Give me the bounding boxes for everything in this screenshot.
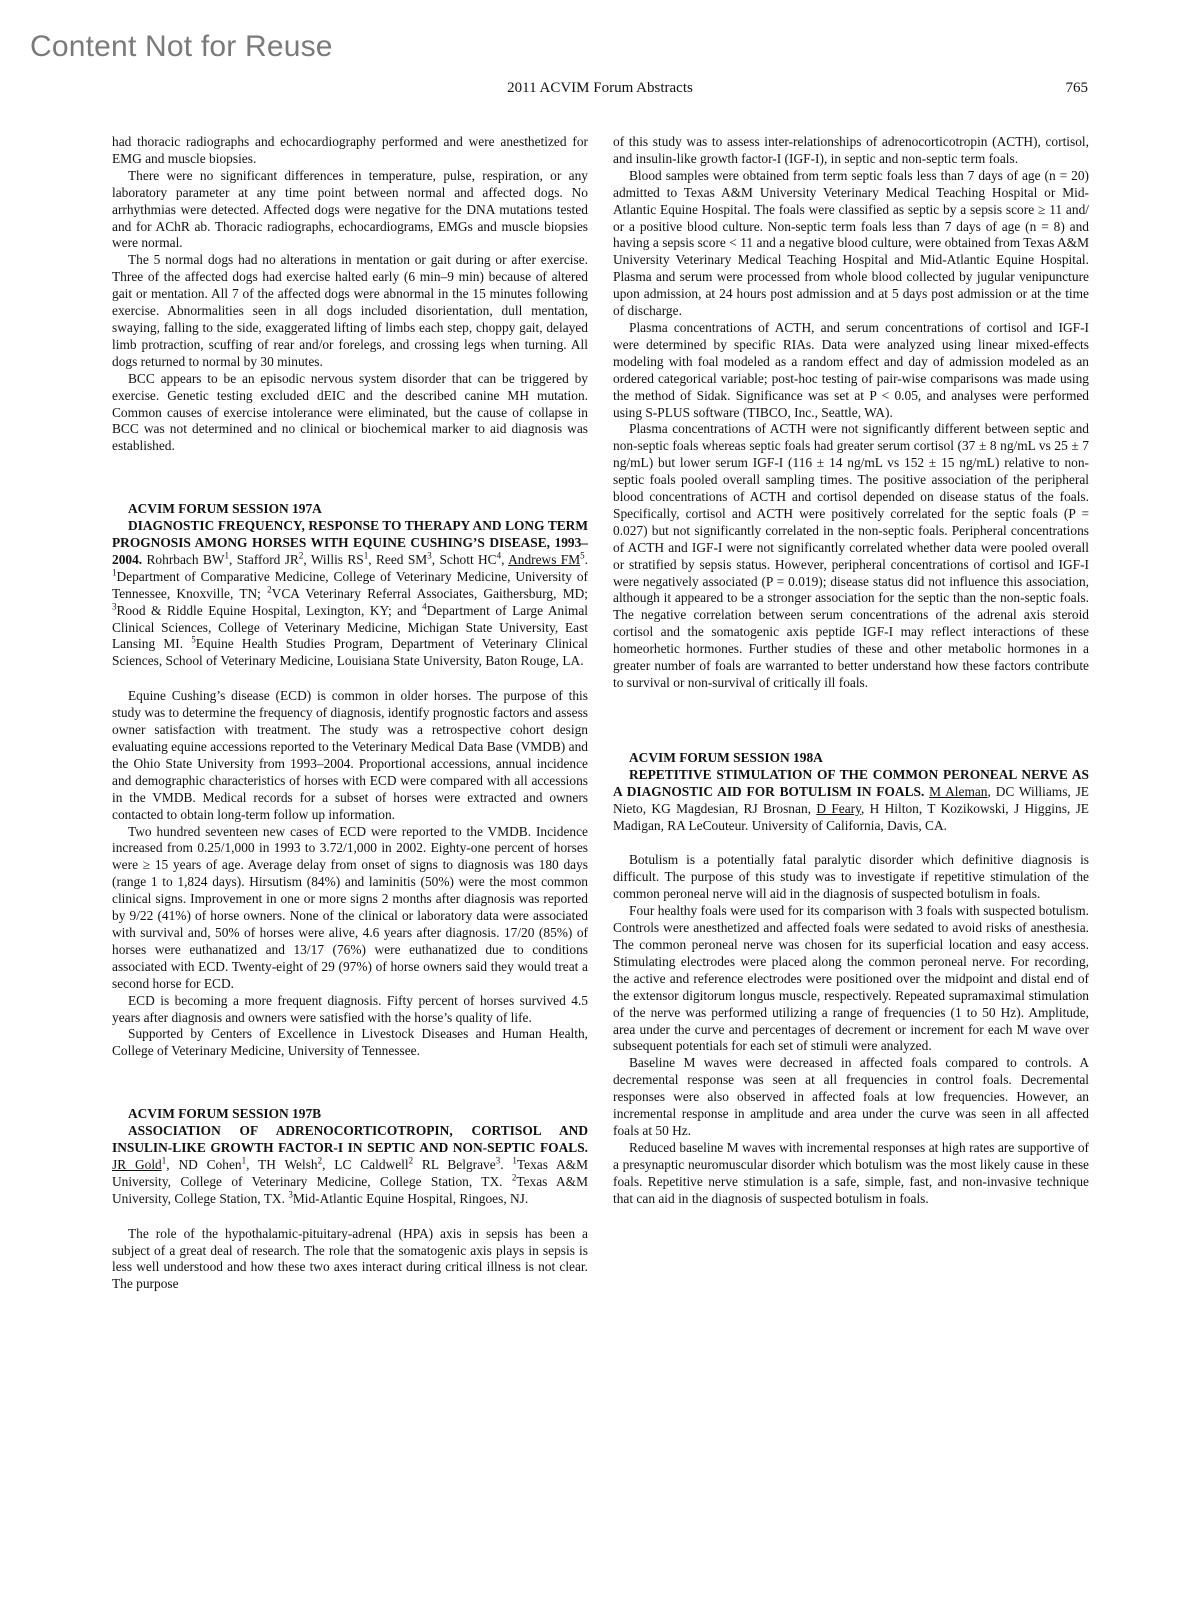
- session-label-197b: ACVIM FORUM SESSION 197B: [128, 1106, 322, 1122]
- paragraph: had thoracic radiographs and echocardiography performed and were anesthetized for EMG and muscle biopsies.: [112, 134, 588, 166]
- page-number: 765: [1065, 80, 1088, 96]
- author: TH Welsh: [258, 1156, 318, 1172]
- author: Rohrbach BW: [146, 551, 225, 567]
- right-column: [613, 134, 1089, 1207]
- author: D Feary: [816, 800, 861, 816]
- paragraph: ECD is becoming a more frequent diagnosis. Fifty percent of horses survived 4.5 years after diagnosis and owners were satisfied with the horse’s quality of life.: [112, 992, 588, 1025]
- paragraph: BCC appears to be an episodic nervous system disorder that can be triggered by exercise. Genetic testing excluded dEIC and the described canine MH mutation. Common causes of exercise intolerance were eliminated, but the cause of collapse in BCC was not determined and no clinical or biochemical marker to aid diagnosis was established.: [112, 370, 588, 454]
- author: LC Caldwell: [334, 1156, 409, 1172]
- paragraph: Two hundred seventeen new cases of ECD were reported to the VMDB. Incidence increased from 0.25/1,000 in 1993 to 3.72/1,000 in 2002. Eighty-one percent of horses were ≥ 15 years of age. Average delay from onset of signs to diagnosis was 180 days (range 1 to 1,824 days). Hirsutism (84%) and laminitis (50%) were the most common clinical signs. Improvement in one or more signs 2 months after diagnosis was reported by 9/22 (41%) of horse owners. None of the clinical or laboratory data were associated with survival and, 50% of horses were alive, 4.6 years after diagnosis. 17/20 (85%) of horses were euthanatized and 13/17 (76%) were euthanatized due to conditions associated with ECD. Twenty-eight of 29 (97%) of horse owners said they would treat a second horse for ECD.: [112, 823, 588, 991]
- presenting-author: Andrews FM: [508, 551, 581, 567]
- author: RL Belgrave: [421, 1156, 496, 1172]
- abstract-title: DIAGNOSTIC FREQUENCY, RESPONSE TO THERAPY AND LONG TERM PROGNOSIS AMONG HORSES WITH EQUINE CUSHING’S DISEASE, 1993–2004.: [112, 518, 588, 567]
- abstract-title: ASSOCIATION OF ADRENOCORTICOTROPIN, CORTISOL AND INSULIN-LIKE GROWTH FACTOR-I IN SEPTIC AND NON-SEPTIC FOALS.: [112, 1123, 588, 1156]
- paragraph: Four healthy foals were used for its comparison with 3 foals with suspected botulism. Controls were anesthetized and affected foals were sedated to avoid risks of anesthesia. The common peroneal nerve was chosen for its superficial location and easy access. Stimulating electrodes were placed along the common peroneal nerve. For recording, the active and reference electrodes were positioned over the midpoint and distal end of the extensor digitorum longus muscle, respectively. Repeated supramaximal stimulation of the nerve was performed utilizing a range of frequencies (1 to 50 Hz). Amplitude, area under the curve and percentages of decrement or increment for each M wave over subsequent potentials for each set of stimuli were analyzed.: [613, 903, 1089, 1054]
- author: Willis RS: [310, 551, 364, 567]
- paragraph: The role of the hypothalamic-pituitary-adrenal (HPA) axis in sepsis has been a subject of a great deal of research. The role that the somatogenic axis plays in sepsis is less well understood and how these two axes interact during critical illness is not clear. The purpose: [112, 1225, 588, 1292]
- paragraph: Blood samples were obtained from term septic foals less than 7 days of age (n = 20) admitted to Texas A&M University Veterinary Medical Teaching Hospital or Mid-Atlantic Equine Hospital. The foals were classified as septic by a sepsis score ≥ 11 and/ or a positive blood culture. Non-septic term foals less than 7 days of age (n = 8) and having a sepsis score < 11 and a negative blood culture, were obtained from Texas A&M University Veterinary Medical Teaching Hospital and Mid-Atlantic Equine Hospital. Plasma and serum were processed from whole blood collected by jugular venipuncture upon admission, at 24 hours post admission and at 5 days post admission or at the time of discharge.: [613, 167, 1089, 319]
- session-label-198a: ACVIM FORUM SESSION 198A: [629, 749, 823, 765]
- affiliation: Mid-Atlantic Equine Hospital, Ringoes, NJ.: [292, 1190, 529, 1206]
- paragraph: Reduced baseline M waves with incremental responses at high rates are supportive of a presynaptic neuromuscular disorder which botulism was the most likely cause in these foals. Repetitive nerve stimulation is a safe, simple, fast, and non-invasive technique that can aid in the diagnosis of suspected botulism in foals.: [613, 1139, 1089, 1206]
- paragraph: Plasma concentrations of ACTH were not significantly different between septic and non-septic foals whereas septic foals had greater serum cortisol (37 ± 8 ng/mL vs 25 ± 7 ng/mL) but lower serum IGF-I (116 ± 14 ng/mL vs 152 ± 15 ng/mL) relative to non-septic foals pooled overall sampling times. The positive association of the peripheral blood concentrations of ACTH and cortisol depended on disease status of the foals. Specifically, cortisol and ACTH were positively correlated for the septic foals (P = 0.027) but not significantly correlated in the non-septic foals. Peripheral concentrations of ACTH and IGF-I were not significantly correlated whether data were pooled overall or stratified by sepsis status. However, peripheral concentrations of cortisol and IGF-I were negatively associated (P = 0.019); disease status did not influence this association, although it appeared to be a stronger association for the septic than the non-septic foals. The negative correlation between serum concentrations of the adrenal axis steroid cortisol and the somatogenic axis peptide IGF-I may reflect interactions of these homeorhetic hormones. Further studies of these and other metabolic hormones in a greater number of foals are warranted to better understand how these factors contribute to survival or non-survival of critically ill foals.: [613, 421, 1089, 690]
- affiliation: Texas A&M University, College of Veterinary Medicine, College Station, TX.: [112, 1156, 589, 1189]
- author-list: DC Williams, JE Nieto, KG Magdesian, RJ Brosnan,: [613, 783, 1089, 816]
- paragraph: of this study was to assess inter-relationships of adrenocorticotropin (ACTH), cortisol, and insulin-like growth factor-I (IGF-I), in septic and non-septic term foals.: [613, 134, 1089, 166]
- session-label-197a: ACVIM FORUM SESSION 197A: [128, 501, 322, 517]
- author: Stafford JR: [236, 551, 299, 567]
- affiliation: Department of Large Animal Clinical Sciences, College of Veterinary Medicine, Michigan State University, East Lansing MI.: [112, 602, 589, 652]
- affiliation: VCA Veterinary Referral Associates, Gaithersburg, MD;: [271, 585, 588, 601]
- affiliation: Rood & Riddle Equine Hospital, Lexington, KY; and: [116, 602, 417, 618]
- paragraph: There were no significant differences in temperature, pulse, respiration, or any laboratory parameter at any time point between normal and affected dogs. No arrhythmias were detected. Affected dogs were negative for the DNA mutations tested and for AChR ab. Thoracic radiographs, echocardiograms, EMGs and muscle biopsies were normal.: [112, 167, 588, 251]
- paragraph: Equine Cushing’s disease (ECD) is common in older horses. The purpose of this study was to determine the frequency of diagnosis, identify prognostic factors and assess owner satisfaction with treatment. The study was a retrospective cohort design evaluating equine accessions reported to the Veterinary Medical Data Base (VMDB) and the Ohio State University from 1993–2004. Proportional accessions, annual incidence and demographic characteristics of horses with ECD were compared with all accessions in the VMDB. Medical records for a subset of horses were extracted and owners contacted to obtain long-term follow up information.: [112, 688, 588, 822]
- author: Schott HC: [439, 551, 497, 567]
- presenting-author: M Aleman: [929, 783, 988, 799]
- author: ND Cohen: [178, 1156, 242, 1172]
- abstract-header-198a: REPETITIVE STIMULATION OF THE COMMON PERONEAL NERVE AS A DIAGNOSTIC AID FOR BOTULISM IN FOALS. M Aleman, DC Williams, JE Nieto, KG Magdesian, RJ Brosnan, D Feary, H Hilton, T Kozikowski, J Higgins, JE Madigan, RA LeCouteur. University of California, Davis, CA.: [613, 766, 1089, 833]
- abstract-header-197a: DIAGNOSTIC FREQUENCY, RESPONSE TO THERAPY AND LONG TERM PROGNOSIS AMONG HORSES WITH EQUINE CUSHING’S DISEASE, 1993–2004. Rohrbach $BW^1$, Stafford $JR^2$, Willis $RS^1$, Reed $SM^3$, Schott $HC^4$, Andrews $FM^5$. $^1$Department of Comparative Medicine, College of Veterinary Medicine, University of Tennessee, Knoxville, TN; $^2$VCA Veterinary Referral Associates, Gaithersburg, MD; $^3$Rood & Riddle Equine Hospital, Lexington, KY; and $^4$Department of Large Animal Clinical Sciences, College of Veterinary Medicine, Michigan State University, East Lansing MI. $^5$Equine Health Studies Program, Department of Veterinary Clinical Sciences, School of Veterinary Medicine, Louisiana State University, Baton Rouge, LA.: [112, 518, 589, 669]
- affiliation: Equine Health Studies Program, Department of Veterinary Clinical Sciences, School of Veterinary Medicine, Louisiana State University, Baton Rouge, LA.: [112, 636, 589, 669]
- paragraph: Baseline M waves were decreased in affected foals compared to controls. A decremental response was seen at all frequencies in control foals. Decremental responses were also observed in affected foals at low frequencies. However, an incremental response in amplitude and area under the curve was seen in all affected foals at 50 Hz.: [613, 1055, 1089, 1138]
- presenting-author: JR Gold: [112, 1156, 162, 1172]
- paragraph: The 5 normal dogs had no alterations in mentation or gait during or after exercise. Three of the affected dogs had exercise halted early (6 min–9 min) because of altered gait or mentation. All 7 of the affected dogs were abnormal in the 15 minutes following exercise. Abnormalities seen in all dogs included disorientation, dull mentation, swaying, falling to the side, exaggerated lifting of limbs each step, choppy gait, delayed limb protraction, scuffing of rear and/or forelegs, and crossing legs when turning. All dogs returned to normal by 30 minutes.: [112, 252, 588, 369]
- left-column: [112, 134, 588, 1293]
- abstract-header-197b: ASSOCIATION OF ADRENOCORTICOTROPIN, CORTISOL AND INSULIN-LIKE GROWTH FACTOR-I IN SEPTIC AND NON-SEPTIC FOALS. JR Gold$^1$, ND Cohen$^1$, TH Welsh$^2$, LC Caldwell$^2$ RL Belgrave$^3$. $^1$Texas A&M University, College of Veterinary Medicine, College Station, TX. $^2$Texas A&M University, College Station, TX. $^3$Mid-Atlantic Equine Hospital, Ringoes, NJ.: [112, 1123, 589, 1206]
- paragraph: Botulism is a potentially fatal paralytic disorder which definitive diagnosis is difficult. The purpose of this study was to investigate if repetitive stimulation of the common peroneal nerve will aid in the diagnosis of suspected botulism in foals.: [613, 852, 1089, 902]
- affiliation: Department of Comparative Medicine, College of Veterinary Medicine, University of Tennessee, Knoxville, TN;: [112, 568, 588, 601]
- watermark: Content Not for Reuse: [30, 30, 333, 63]
- running-title: 2011 ACVIM Forum Abstracts: [507, 80, 693, 96]
- author-list: H Hilton, T Kozikowski, J Higgins, JE Madigan, RA LeCouteur. University of California, Davis, CA.: [613, 800, 1089, 833]
- paragraph: Supported by Centers of Excellence in Livestock Diseases and Human Health, College of Veterinary Medicine, University of Tennessee.: [112, 1026, 588, 1059]
- affiliation: Texas A&M University, College Station, TX.: [112, 1173, 588, 1206]
- paragraph: Plasma concentrations of ACTH, and serum concentrations of cortisol and IGF-I were determined by specific RIAs. Data were analyzed using linear mixed-effects modeling with foal modeled as a random effect and day of admission modeled as an ordered categorical variable; post-hoc testing of pair-wise comparisons was made using the method of Sidak. Significance was set at P < 0.05, and analyses were performed using S-PLUS software (TIBCO, Inc., Seattle, WA).: [613, 319, 1089, 420]
- author: Reed SM: [375, 551, 428, 567]
- abstract-title: REPETITIVE STIMULATION OF THE COMMON PERONEAL NERVE AS A DIAGNOSTIC AID FOR BOTULISM IN FOALS.: [613, 766, 1089, 799]
